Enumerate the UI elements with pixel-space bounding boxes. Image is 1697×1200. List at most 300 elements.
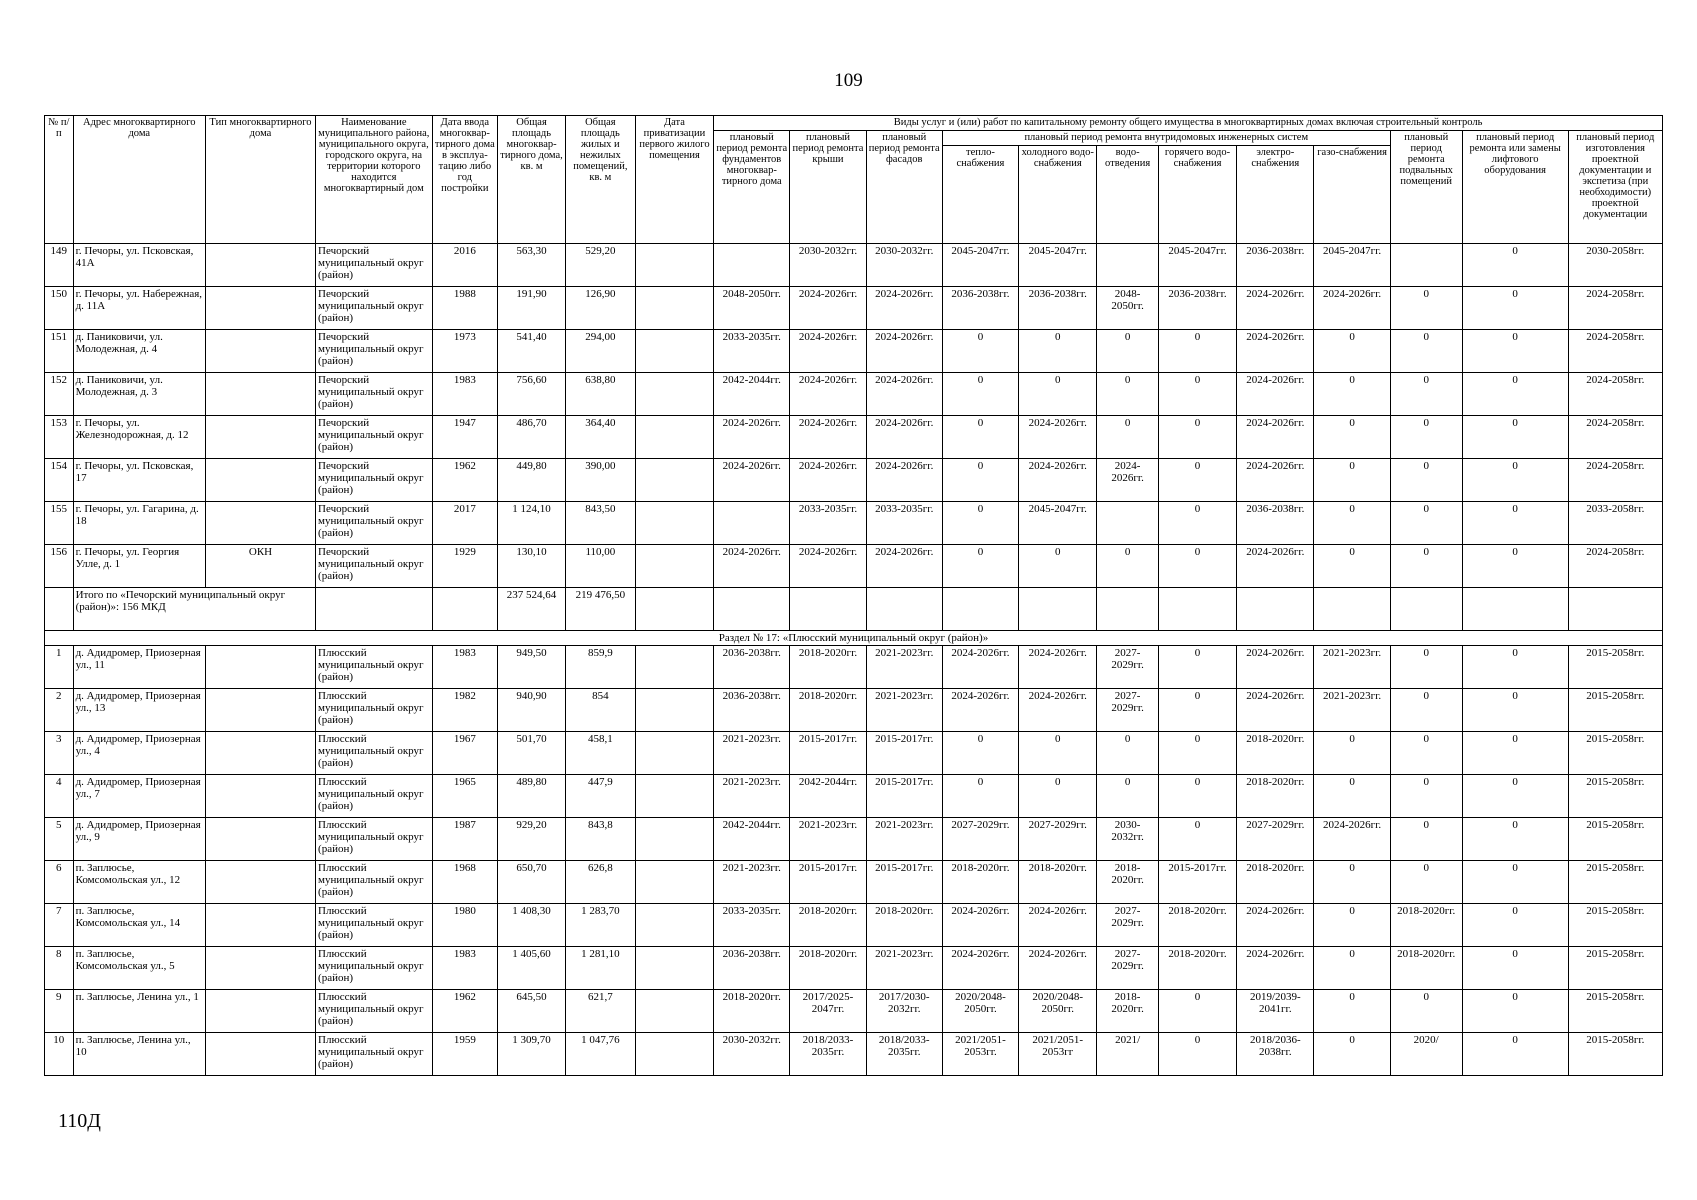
electric-period-cell: 2036-2038гг. [1237, 502, 1314, 545]
total-area-cell: 1 309,70 [498, 1033, 566, 1076]
elevator-period-cell: 0 [1462, 416, 1568, 459]
sewer-period-cell [1097, 502, 1158, 545]
total-area-cell: 1 124,10 [498, 502, 566, 545]
col-sewer-header: водо-отведения [1097, 146, 1158, 244]
cold-water-period-cell: 2045-2047гг. [1019, 244, 1097, 287]
design-period-cell: 2024-2058гг. [1568, 373, 1662, 416]
foundation-period-cell [714, 244, 790, 287]
row-number-cell: 10 [45, 1033, 74, 1076]
heating-period-cell: 0 [942, 459, 1018, 502]
col-electric-header: электро-снабжения [1237, 146, 1314, 244]
footer-note: 110Д [58, 1110, 101, 1132]
table-row [45, 330, 1663, 373]
basement-period-cell: 0 [1390, 861, 1462, 904]
foundation-period-cell: 2033-2035гг. [714, 330, 790, 373]
total-area-cell: 563,30 [498, 244, 566, 287]
house-type-cell [205, 947, 315, 990]
col-facade-header: плановый период ремонта фасадов [866, 131, 942, 244]
works-group-header: Виды услуг и (или) работ по капитальному ремонту общего имущества в многоквартирных домах включая строительный контроль [714, 116, 1663, 131]
gas-period-cell: 0 [1314, 373, 1390, 416]
facade-period-cell: 2024-2026гг. [866, 459, 942, 502]
elevator-period-cell: 0 [1462, 689, 1568, 732]
facade-period-cell: 2017/2030-2032гг. [866, 990, 942, 1033]
privatization-date-cell [635, 287, 713, 330]
roof-period-cell: 2024-2026гг. [790, 330, 866, 373]
table-row [45, 732, 1663, 775]
house-type-cell [205, 775, 315, 818]
privatization-date-cell [635, 502, 713, 545]
cold-water-period-cell: 2036-2038гг. [1019, 287, 1097, 330]
hot-water-period-cell: 0 [1158, 818, 1236, 861]
design-period-cell: 2030-2058гг. [1568, 244, 1662, 287]
living-area-cell: 854 [565, 689, 635, 732]
living-area-cell: 843,8 [565, 818, 635, 861]
roof-period-cell: 2030-2032гг. [790, 244, 866, 287]
address-cell: п. Заплюсье, Комсомольская ул., 12 [73, 861, 205, 904]
col-district-header: Наименование муниципального района, муниципального округа, городского округа, на территории которого находится многоквартирный дом [316, 116, 432, 244]
address-cell: п. Заплюсье, Комсомольская ул., 5 [73, 947, 205, 990]
total-area-cell: 130,10 [498, 545, 566, 588]
living-area-cell: 859,9 [565, 646, 635, 689]
gas-period-cell: 0 [1314, 732, 1390, 775]
row-number-cell: 6 [45, 861, 74, 904]
table-row [45, 947, 1663, 990]
gas-period-cell: 2024-2026гг. [1314, 287, 1390, 330]
table-row [45, 818, 1663, 861]
facade-period-cell: 2018/2033-2035гг. [866, 1033, 942, 1076]
foundation-period-cell: 2030-2032гг. [714, 1033, 790, 1076]
sewer-period-cell: 2027-2029гг. [1097, 646, 1158, 689]
total-living-area-value: 219 476,50 [565, 588, 635, 631]
house-type-cell [205, 689, 315, 732]
facade-period-cell: 2024-2026гг. [866, 373, 942, 416]
electric-period-cell: 2018/2036-2038гг. [1237, 1033, 1314, 1076]
district-cell: Плюсский муниципальный округ (район) [316, 990, 432, 1033]
sewer-period-cell: 0 [1097, 416, 1158, 459]
house-type-cell [205, 416, 315, 459]
living-area-cell: 1 281,10 [565, 947, 635, 990]
col-address-header: Адрес многоквартирного дома [73, 116, 205, 244]
electric-period-cell: 2018-2020гг. [1237, 861, 1314, 904]
address-cell: п. Заплюсье, Комсомольская ул., 14 [73, 904, 205, 947]
foundation-period-cell: 2042-2044гг. [714, 818, 790, 861]
row-number-cell: 7 [45, 904, 74, 947]
address-cell: г. Печоры, ул. Псковская, 17 [73, 459, 205, 502]
privatization-date-cell [635, 1033, 713, 1076]
sewer-period-cell: 2048-2050гг. [1097, 287, 1158, 330]
sewer-period-cell: 2027-2029гг. [1097, 689, 1158, 732]
basement-period-cell: 0 [1390, 732, 1462, 775]
sewer-period-cell: 0 [1097, 732, 1158, 775]
total-empty-cell [635, 588, 713, 631]
total-area-cell: 645,50 [498, 990, 566, 1033]
basement-period-cell: 0 [1390, 990, 1462, 1033]
col-design-header: плановый период изготовления проектной документации и экспетиза (при необходимости) проектной документации [1568, 131, 1662, 244]
living-area-cell: 621,7 [565, 990, 635, 1033]
district-cell: Плюсский муниципальный округ (район) [316, 1033, 432, 1076]
living-area-cell: 390,00 [565, 459, 635, 502]
col-total-area-header: Общая площадь многоквар-тирного дома, кв. м [498, 116, 566, 244]
living-area-cell: 294,00 [565, 330, 635, 373]
facade-period-cell: 2021-2023гг. [866, 947, 942, 990]
foundation-period-cell: 2024-2026гг. [714, 459, 790, 502]
facade-period-cell: 2015-2017гг. [866, 775, 942, 818]
privatization-date-cell [635, 818, 713, 861]
gas-period-cell: 0 [1314, 990, 1390, 1033]
total-area-cell: 949,50 [498, 646, 566, 689]
table-row [45, 459, 1663, 502]
elevator-period-cell: 0 [1462, 732, 1568, 775]
total-empty-cell [1019, 588, 1097, 631]
electric-period-cell: 2018-2020гг. [1237, 775, 1314, 818]
heating-period-cell: 0 [942, 732, 1018, 775]
heating-period-cell: 2024-2026гг. [942, 904, 1018, 947]
year-cell: 1980 [432, 904, 498, 947]
district-cell: Печорский муниципальный округ (район) [316, 330, 432, 373]
electric-period-cell: 2024-2026гг. [1237, 330, 1314, 373]
hot-water-period-cell: 2045-2047гг. [1158, 244, 1236, 287]
hot-water-period-cell: 2015-2017гг. [1158, 861, 1236, 904]
col-privatization-header: Дата приватизации первого жилого помещения [635, 116, 713, 244]
living-area-cell: 447,9 [565, 775, 635, 818]
elevator-period-cell: 0 [1462, 1033, 1568, 1076]
house-type-cell [205, 287, 315, 330]
privatization-date-cell [635, 990, 713, 1033]
elevator-period-cell: 0 [1462, 818, 1568, 861]
facade-period-cell: 2021-2023гг. [866, 646, 942, 689]
house-type-cell [205, 244, 315, 287]
district-cell: Плюсский муниципальный округ (район) [316, 775, 432, 818]
elevator-period-cell: 0 [1462, 646, 1568, 689]
facade-period-cell: 2018-2020гг. [866, 904, 942, 947]
living-area-cell: 843,50 [565, 502, 635, 545]
total-area-cell: 449,80 [498, 459, 566, 502]
electric-period-cell: 2024-2026гг. [1237, 689, 1314, 732]
address-cell: п. Заплюсье, Ленина ул., 1 [73, 990, 205, 1033]
design-period-cell: 2015-2058гг. [1568, 947, 1662, 990]
living-area-cell: 364,40 [565, 416, 635, 459]
cold-water-period-cell: 0 [1019, 545, 1097, 588]
electric-period-cell: 2027-2029гг. [1237, 818, 1314, 861]
cold-water-period-cell: 2024-2026гг. [1019, 947, 1097, 990]
gas-period-cell: 0 [1314, 459, 1390, 502]
total-area-cell: 1 405,60 [498, 947, 566, 990]
year-cell: 2016 [432, 244, 498, 287]
gas-period-cell: 0 [1314, 545, 1390, 588]
roof-period-cell: 2042-2044гг. [790, 775, 866, 818]
sewer-period-cell: 2021/ [1097, 1033, 1158, 1076]
row-number-cell: 151 [45, 330, 74, 373]
total-area-cell: 929,20 [498, 818, 566, 861]
year-cell: 1983 [432, 646, 498, 689]
col-roof-header: плановый период ремонта крыши [790, 131, 866, 244]
year-cell: 1967 [432, 732, 498, 775]
privatization-date-cell [635, 861, 713, 904]
living-area-cell: 458,1 [565, 732, 635, 775]
foundation-period-cell: 2024-2026гг. [714, 545, 790, 588]
living-area-cell: 626,8 [565, 861, 635, 904]
col-foundation-header: плановый период ремонта фундаментов многоквар-тирного дома [714, 131, 790, 244]
table-row [45, 646, 1663, 689]
total-empty-cell [942, 588, 1018, 631]
heating-period-cell: 2018-2020гг. [942, 861, 1018, 904]
table-row [45, 287, 1663, 330]
total-area-cell: 486,70 [498, 416, 566, 459]
heating-period-cell: 2021/2051-2053гг. [942, 1033, 1018, 1076]
district-cell: Печорский муниципальный округ (район) [316, 459, 432, 502]
foundation-period-cell: 2021-2023гг. [714, 861, 790, 904]
sewer-period-cell [1097, 244, 1158, 287]
heating-period-cell: 2045-2047гг. [942, 244, 1018, 287]
table-row [45, 904, 1663, 947]
hot-water-period-cell: 0 [1158, 502, 1236, 545]
housing-repair-table [44, 115, 1663, 1076]
design-period-cell: 2015-2058гг. [1568, 990, 1662, 1033]
facade-period-cell: 2015-2017гг. [866, 732, 942, 775]
year-cell: 1965 [432, 775, 498, 818]
col-basement-header: плановый период ремонта подвальных помещений [1390, 131, 1462, 244]
living-area-cell: 1 047,76 [565, 1033, 635, 1076]
cold-water-period-cell: 2024-2026гг. [1019, 904, 1097, 947]
elevator-period-cell: 0 [1462, 775, 1568, 818]
foundation-period-cell [714, 502, 790, 545]
col-gas-header: газо-снабжения [1314, 146, 1390, 244]
gas-period-cell: 0 [1314, 416, 1390, 459]
roof-period-cell: 2017/2025-2047гг. [790, 990, 866, 1033]
basement-period-cell: 2020/ [1390, 1033, 1462, 1076]
roof-period-cell: 2024-2026гг. [790, 545, 866, 588]
hot-water-period-cell: 0 [1158, 646, 1236, 689]
heating-period-cell: 2024-2026гг. [942, 646, 1018, 689]
foundation-period-cell: 2021-2023гг. [714, 775, 790, 818]
row-number-cell: 8 [45, 947, 74, 990]
house-type-cell [205, 1033, 315, 1076]
district-cell: Печорский муниципальный округ (район) [316, 373, 432, 416]
gas-period-cell: 0 [1314, 502, 1390, 545]
address-cell: д. Паниковичи, ул. Молодежная, д. 4 [73, 330, 205, 373]
address-cell: п. Заплюсье, Ленина ул., 10 [73, 1033, 205, 1076]
roof-period-cell: 2018-2020гг. [790, 947, 866, 990]
electric-period-cell: 2036-2038гг. [1237, 244, 1314, 287]
table-row [45, 1033, 1663, 1076]
sewer-period-cell: 2027-2029гг. [1097, 947, 1158, 990]
house-type-cell [205, 904, 315, 947]
facade-period-cell: 2024-2026гг. [866, 330, 942, 373]
hot-water-period-cell: 0 [1158, 990, 1236, 1033]
privatization-date-cell [635, 459, 713, 502]
heating-period-cell: 0 [942, 502, 1018, 545]
living-area-cell: 638,80 [565, 373, 635, 416]
year-cell: 1962 [432, 990, 498, 1033]
electric-period-cell: 2024-2026гг. [1237, 904, 1314, 947]
electric-period-cell: 2024-2026гг. [1237, 416, 1314, 459]
total-empty-cell [1158, 588, 1236, 631]
row-number-cell: 1 [45, 646, 74, 689]
privatization-date-cell [635, 545, 713, 588]
foundation-period-cell: 2024-2026гг. [714, 416, 790, 459]
design-period-cell: 2015-2058гг. [1568, 646, 1662, 689]
total-area-cell: 541,40 [498, 330, 566, 373]
foundation-period-cell: 2042-2044гг. [714, 373, 790, 416]
electric-period-cell: 2024-2026гг. [1237, 287, 1314, 330]
gas-period-cell: 2021-2023гг. [1314, 689, 1390, 732]
col-cold-water-header: холодного водо-снабжения [1019, 146, 1097, 244]
table-row [45, 689, 1663, 732]
cold-water-period-cell: 0 [1019, 732, 1097, 775]
facade-period-cell: 2021-2023гг. [866, 689, 942, 732]
elevator-period-cell: 0 [1462, 990, 1568, 1033]
district-cell: Плюсский муниципальный округ (район) [316, 947, 432, 990]
basement-period-cell: 0 [1390, 502, 1462, 545]
facade-period-cell: 2021-2023гг. [866, 818, 942, 861]
address-cell: д. Адидромер, Приозерная ул., 9 [73, 818, 205, 861]
hot-water-period-cell: 0 [1158, 689, 1236, 732]
col-living-area-header: Общая площадь жилых и нежилых помещений, кв. м [565, 116, 635, 244]
roof-period-cell: 2015-2017гг. [790, 861, 866, 904]
design-period-cell: 2024-2058гг. [1568, 330, 1662, 373]
basement-period-cell: 0 [1390, 287, 1462, 330]
electric-period-cell: 2024-2026гг. [1237, 459, 1314, 502]
basement-period-cell: 0 [1390, 330, 1462, 373]
elevator-period-cell: 0 [1462, 244, 1568, 287]
elevator-period-cell: 0 [1462, 287, 1568, 330]
heating-period-cell: 2036-2038гг. [942, 287, 1018, 330]
facade-period-cell: 2024-2026гг. [866, 545, 942, 588]
total-empty-cell [1568, 588, 1662, 631]
heating-period-cell: 2024-2026гг. [942, 947, 1018, 990]
total-area-cell: 940,90 [498, 689, 566, 732]
district-cell: Печорский муниципальный округ (район) [316, 244, 432, 287]
total-area-cell: 191,90 [498, 287, 566, 330]
roof-period-cell: 2018-2020гг. [790, 646, 866, 689]
address-cell: г. Печоры, ул. Набережная, д. 11А [73, 287, 205, 330]
district-cell: Печорский муниципальный округ (район) [316, 545, 432, 588]
gas-period-cell: 0 [1314, 904, 1390, 947]
heating-period-cell: 0 [942, 373, 1018, 416]
sewer-period-cell: 2018-2020гг. [1097, 990, 1158, 1033]
year-cell: 1983 [432, 373, 498, 416]
gas-period-cell: 0 [1314, 1033, 1390, 1076]
total-empty-cell [1237, 588, 1314, 631]
hot-water-period-cell: 2018-2020гг. [1158, 904, 1236, 947]
roof-period-cell: 2018-2020гг. [790, 904, 866, 947]
total-label: Итого по «Печорский муниципальный округ (район)»: 156 МКД [73, 588, 315, 631]
address-cell: г. Печоры, ул. Железнодорожная, д. 12 [73, 416, 205, 459]
house-type-cell [205, 990, 315, 1033]
total-district-cell [316, 588, 432, 631]
district-cell: Плюсский муниципальный округ (район) [316, 689, 432, 732]
address-cell: г. Печоры, ул. Георгия Улле, д. 1 [73, 545, 205, 588]
sewer-period-cell: 0 [1097, 373, 1158, 416]
sewer-period-cell: 0 [1097, 545, 1158, 588]
privatization-date-cell [635, 732, 713, 775]
facade-period-cell: 2033-2035гг. [866, 502, 942, 545]
table-row [45, 861, 1663, 904]
year-cell: 1962 [432, 459, 498, 502]
year-cell: 1947 [432, 416, 498, 459]
table-row [45, 244, 1663, 287]
electric-period-cell: 2024-2026гг. [1237, 373, 1314, 416]
table-header [45, 116, 1663, 244]
privatization-date-cell [635, 947, 713, 990]
table-row [45, 545, 1663, 588]
privatization-date-cell [635, 330, 713, 373]
section-title: Раздел № 17: «Плюсский муниципальный округ (район)» [45, 631, 1663, 646]
hot-water-period-cell: 0 [1158, 416, 1236, 459]
row-number-cell: 5 [45, 818, 74, 861]
cold-water-period-cell: 2024-2026гг. [1019, 689, 1097, 732]
district-cell: Плюсский муниципальный округ (район) [316, 904, 432, 947]
basement-period-cell: 0 [1390, 545, 1462, 588]
col-heat-header: тепло-снабжения [942, 146, 1018, 244]
heating-period-cell: 2027-2029гг. [942, 818, 1018, 861]
table-row [45, 416, 1663, 459]
row-number-cell: 4 [45, 775, 74, 818]
house-type-cell [205, 330, 315, 373]
facade-period-cell: 2015-2017гг. [866, 861, 942, 904]
total-year-cell [432, 588, 498, 631]
district-cell: Плюсский муниципальный округ (район) [316, 646, 432, 689]
row-number-cell: 149 [45, 244, 74, 287]
elevator-period-cell: 0 [1462, 373, 1568, 416]
year-cell: 1982 [432, 689, 498, 732]
house-type-cell [205, 861, 315, 904]
sewer-period-cell: 2027-2029гг. [1097, 904, 1158, 947]
living-area-cell: 126,90 [565, 287, 635, 330]
district-cell: Печорский муниципальный округ (район) [316, 287, 432, 330]
address-cell: д. Адидромер, Приозерная ул., 11 [73, 646, 205, 689]
design-period-cell: 2015-2058гг. [1568, 904, 1662, 947]
sewer-period-cell: 2030-2032гг. [1097, 818, 1158, 861]
heating-period-cell: 0 [942, 545, 1018, 588]
row-number-cell: 155 [45, 502, 74, 545]
cold-water-period-cell: 2020/2048-2050гг. [1019, 990, 1097, 1033]
year-cell: 1988 [432, 287, 498, 330]
electric-period-cell: 2019/2039-2041гг. [1237, 990, 1314, 1033]
total-empty-cell [866, 588, 942, 631]
basement-period-cell: 0 [1390, 646, 1462, 689]
electric-period-cell: 2018-2020гг. [1237, 732, 1314, 775]
living-area-cell: 1 283,70 [565, 904, 635, 947]
house-type-cell [205, 373, 315, 416]
year-cell: 1968 [432, 861, 498, 904]
gas-period-cell: 0 [1314, 861, 1390, 904]
row-number-cell: 153 [45, 416, 74, 459]
total-empty-cell [790, 588, 866, 631]
heating-period-cell: 2024-2026гг. [942, 689, 1018, 732]
basement-period-cell: 0 [1390, 689, 1462, 732]
privatization-date-cell [635, 775, 713, 818]
privatization-date-cell [635, 689, 713, 732]
house-type-cell [205, 502, 315, 545]
basement-period-cell: 2018-2020гг. [1390, 904, 1462, 947]
hot-water-period-cell: 0 [1158, 330, 1236, 373]
cold-water-period-cell: 2024-2026гг. [1019, 646, 1097, 689]
elevator-period-cell: 0 [1462, 861, 1568, 904]
facade-period-cell: 2024-2026гг. [866, 287, 942, 330]
engineering-group-header: плановый период ремонта внутридомовых инженерных систем [942, 131, 1390, 146]
design-period-cell: 2015-2058гг. [1568, 689, 1662, 732]
roof-period-cell: 2015-2017гг. [790, 732, 866, 775]
basement-period-cell: 0 [1390, 818, 1462, 861]
total-area-cell: 756,60 [498, 373, 566, 416]
design-period-cell: 2024-2058гг. [1568, 287, 1662, 330]
roof-period-cell: 2021-2023гг. [790, 818, 866, 861]
privatization-date-cell [635, 373, 713, 416]
heating-period-cell: 0 [942, 330, 1018, 373]
foundation-period-cell: 2018-2020гг. [714, 990, 790, 1033]
living-area-cell: 110,00 [565, 545, 635, 588]
